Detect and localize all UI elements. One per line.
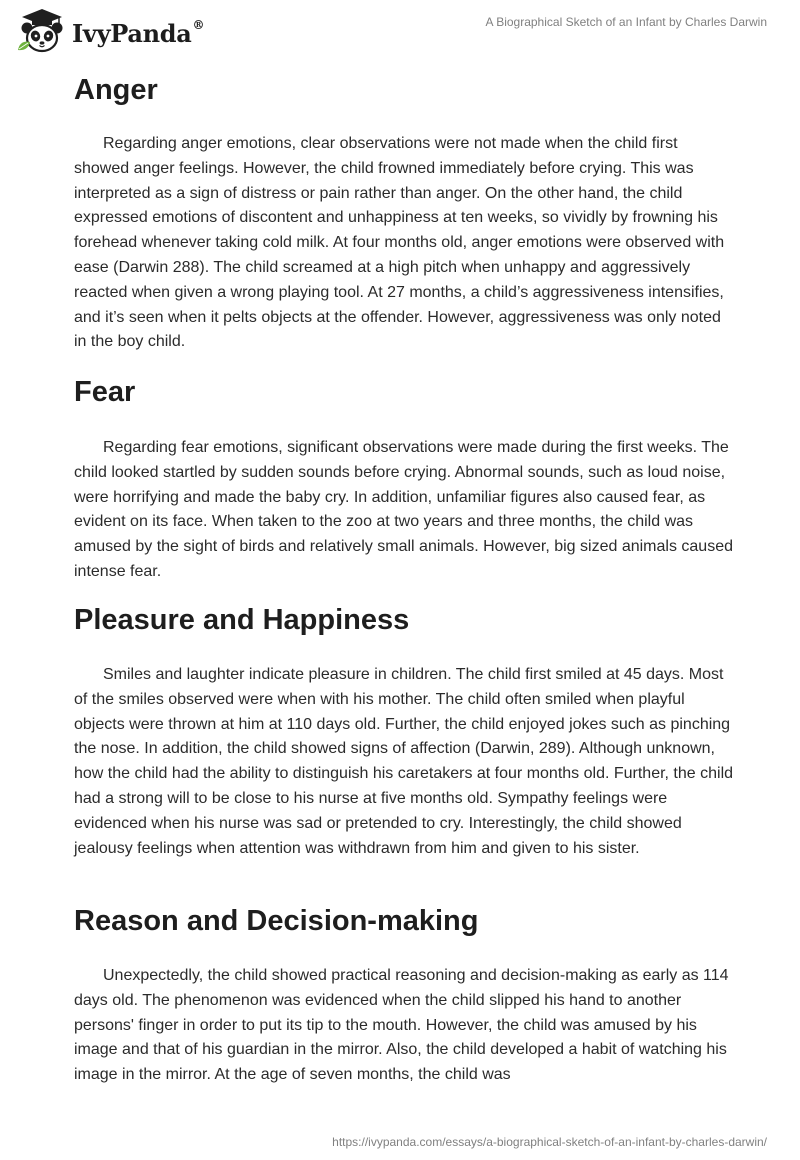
page-header	[0, 0, 800, 64]
section-heading: Reason and Decision-making	[74, 905, 479, 937]
section-paragraph: Unexpectedly, the child showed practical reasoning and decision-making as early as 114 days old. The phenomenon was evidenced when the child slipped his hand to another persons' finger in order to put its tip to the mouth. However, the child was amused by his image and that of his guardian in the mirror. Also, the child developed a habit of watching his image in the mirror. At the age of seven months, the child was	[74, 967, 729, 1084]
ivypanda-logo[interactable]	[14, 6, 204, 56]
trademark-symbol: ®	[192, 17, 205, 32]
section-anger	[74, 70, 734, 355]
section-heading: Fear	[74, 376, 136, 408]
section-pleasure-and-happiness	[74, 600, 734, 861]
brand-label: IvyPanda	[72, 18, 192, 48]
section-paragraph: Regarding anger emotions, clear observations were not made when the child first showed anger feelings. However, the child frowned immediately before crying. This was interpreted as a sign of distress or pain rather than anger. On the other hand, the child expressed emotions of discontent and unhappiness at ten weeks, so vividly by frowning his forehead whenever taking cold milk. At four months old, anger emotions were observed with ease (Darwin 288). The child screamed at a high pitch when unhappy and aggressively reacted when given a wrong playing tool. At 27 months, a child’s aggressiveness intensifies, and it’s seen when it pelts objects at the offender. However, aggressiveness was only noted in the boy child.	[74, 135, 725, 351]
brand-name	[72, 19, 204, 48]
section-heading: Anger	[74, 74, 158, 106]
section-heading: Pleasure and Happiness	[74, 604, 410, 636]
section-reason-and-decision-making	[74, 901, 734, 1088]
section-fear	[74, 372, 734, 585]
section-paragraph: Regarding fear emotions, significant observations were made during the first weeks. The child looked startled by sudden sounds before crying. Abnormal sounds, such as loud noise, were horrifying and made the baby cry. In addition, unfamiliar figures also caused fear, as evident on its face. When taken to the zoo at two years and three months, the child was amused by the sight of birds and relatively small animals. However, big sized animals caused intense fear.	[74, 439, 733, 580]
section-paragraph: Smiles and laughter indicate pleasure in children. The child first smiled at 45 days. Most of the smiles observed were when with his mother. The child often smiled when playful objects were thrown at him at 110 days old. Further, the child enjoyed jokes such as pinching the nose. In addition, the child showed signs of affection (Darwin, 289). Although unknown, how the child had the ability to distinguish his caretakers at four months old. Further, the child had a strong will to be close to his nurse at five months old. Sympathy feelings were evidenced when his nurse was sad or pretended to cry. Interestingly, the child showed jealousy feelings when attention was withdrawn from him and given to his sister.	[74, 666, 734, 857]
document-title: A Biographical Sketch of an Infant by Charles Darwin	[485, 15, 767, 29]
panda-logo-icon	[14, 6, 70, 56]
source-url-link[interactable]: https://ivypanda.com/essays/a-biographical-sketch-of-an-infant-by-charles-darwin/	[332, 1135, 767, 1149]
